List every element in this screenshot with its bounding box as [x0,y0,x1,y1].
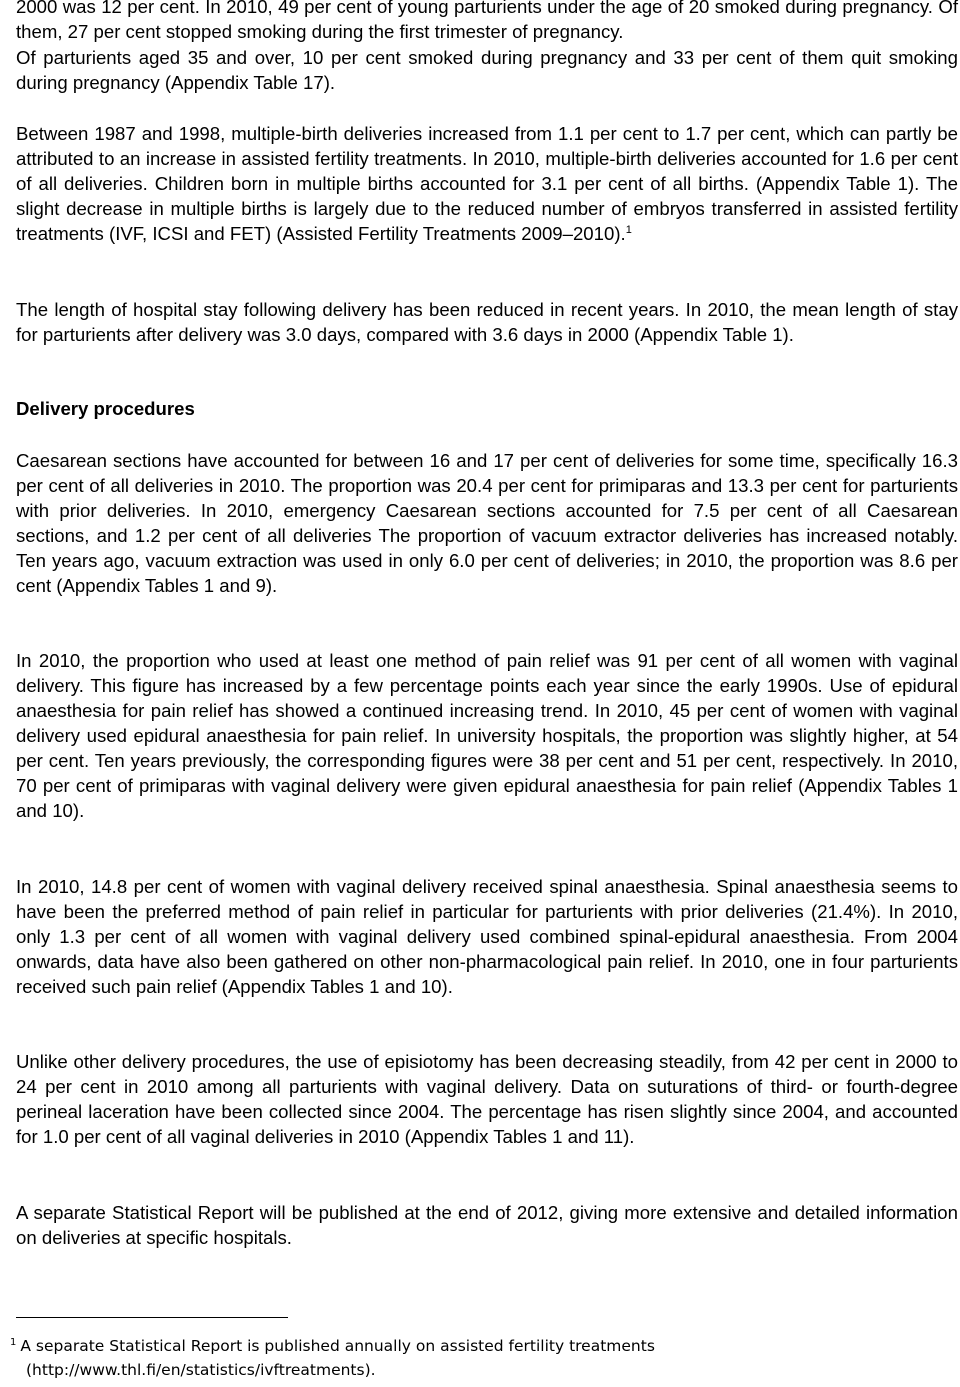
multiple-births-text: Between 1987 and 1998, multiple-birth deliveries increased from 1.1 per cent to 1.7 per cent, which can partly be attributed to an increase in assisted fertility treatments. In 2010, multiple-birth deliveries accounted for 1.6 per cent of all deliveries. Children born in multiple births accounted for 3.1 per cent of all births. (Appendix Table 1). The slight decrease in multiple births is largely due to the reduced number of embryos transferred in assisted fertility treatments (IVF, ICSI and FET) (Assisted Fertility Treatments 2009–2010). [16,123,958,244]
footnote-marker: 1 [10,1336,17,1348]
paragraph-multiple-births [16,121,958,246]
paragraph-separate-report: A separate Statistical Report will be published at the end of 2012, giving more extensive and detailed information on deliveries at specific hospitals. [16,1202,958,1248]
footnote-divider [16,1317,288,1318]
paragraph-caesarean: Caesarean sections have accounted for between 16 and 17 per cent of deliveries for some time, specifically 16.3 per cent of all deliveries in 2010. The proportion was 20.4 per cent for primiparas and 13.3 per cent for parturients with prior deliveries. In 2010, emergency Caesarean sections accounted for 7.5 per cent of all Caesarean sections, and 1.2 per cent of all deliveries The proportion of vacuum extractor deliveries has increased notably. Ten years ago, vacuum extraction was used in only 6.0 per cent of deliveries; in 2010, the proportion was 8.6 per cent (Appendix Tables 1 and 9). [16,450,958,596]
paragraph-episiotomy: Unlike other delivery procedures, the use of episiotomy has been decreasing steadily, from 42 per cent in 2000 to 24 per cent in 2010 among all parturients with vaginal delivery. Data on suturations of third- or fourth-degree perineal laceration have been collected since 2004. The percentage has risen slightly since 2004, and accounted for 1.0 per cent of all vaginal deliveries in 2010 (Appendix Tables 1 and 11). [16,1051,958,1147]
footnote-text: A separate Statistical Report is published annually on assisted fertility treatments [20,1337,655,1355]
footnote-reference: 1 [625,223,632,236]
footnote [10,1334,910,1382]
paragraph-spinal-anaesthesia: In 2010, 14.8 per cent of women with vaginal delivery received spinal anaesthesia. Spinal anaesthesia seems to have been the preferred method of pain relief in particular for parturients with prior deliveries (21.4%). In 2010, only 1.3 per cent of all women with vaginal delivery used combined spinal-epidural anaesthesia. From 2004 onwards, data have also been gathered on other non-pharmacological pain relief. In 2010, one in four parturients received such pain relief (Appendix Tables 1 and 10). [16,876,958,997]
paragraph-pain-relief: In 2010, the proportion who used at least one method of pain relief was 91 per cent of all women with vaginal delivery. This figure has increased by a few percentage points each year since the early 1990s. Use of epidural anaesthesia for pain relief has showed a continued increasing trend. In 2010, 45 per cent of women with vaginal delivery used epidural anaesthesia for pain relief. In university hospitals, the proportion was slightly higher, at 54 per cent. Ten years previously, the corresponding figures were 38 per cent and 51 per cent, respectively. In 2010, 70 per cent of primiparas with vaginal delivery were given epidural anaesthesia for pain relief (Appendix Tables 1 and 10). [16,650,958,821]
paragraph-hospital-stay: The length of hospital stay following delivery has been reduced in recent years. In 2010, the mean length of stay for parturients after delivery was 3.0 days, compared with 3.6 days in 2000 (Appendix Table 1). [16,299,958,345]
footnote-url[interactable]: (http://www.thl.fi/en/statistics/ivftreatments). [26,1361,376,1379]
paragraph-smoking-older: Of parturients aged 35 and over, 10 per cent smoked during pregnancy and 33 per cent of them quit smoking during pregnancy (Appendix Table 17). [16,47,958,93]
section-heading: Delivery procedures [16,398,195,419]
paragraph-smoking-young: 2000 was 12 per cent. In 2010, 49 per cent of young parturients under the age of 20 smoked during pregnancy. Of them, 27 per cent stopped smoking during the first trimester of pregnancy. [16,0,958,42]
